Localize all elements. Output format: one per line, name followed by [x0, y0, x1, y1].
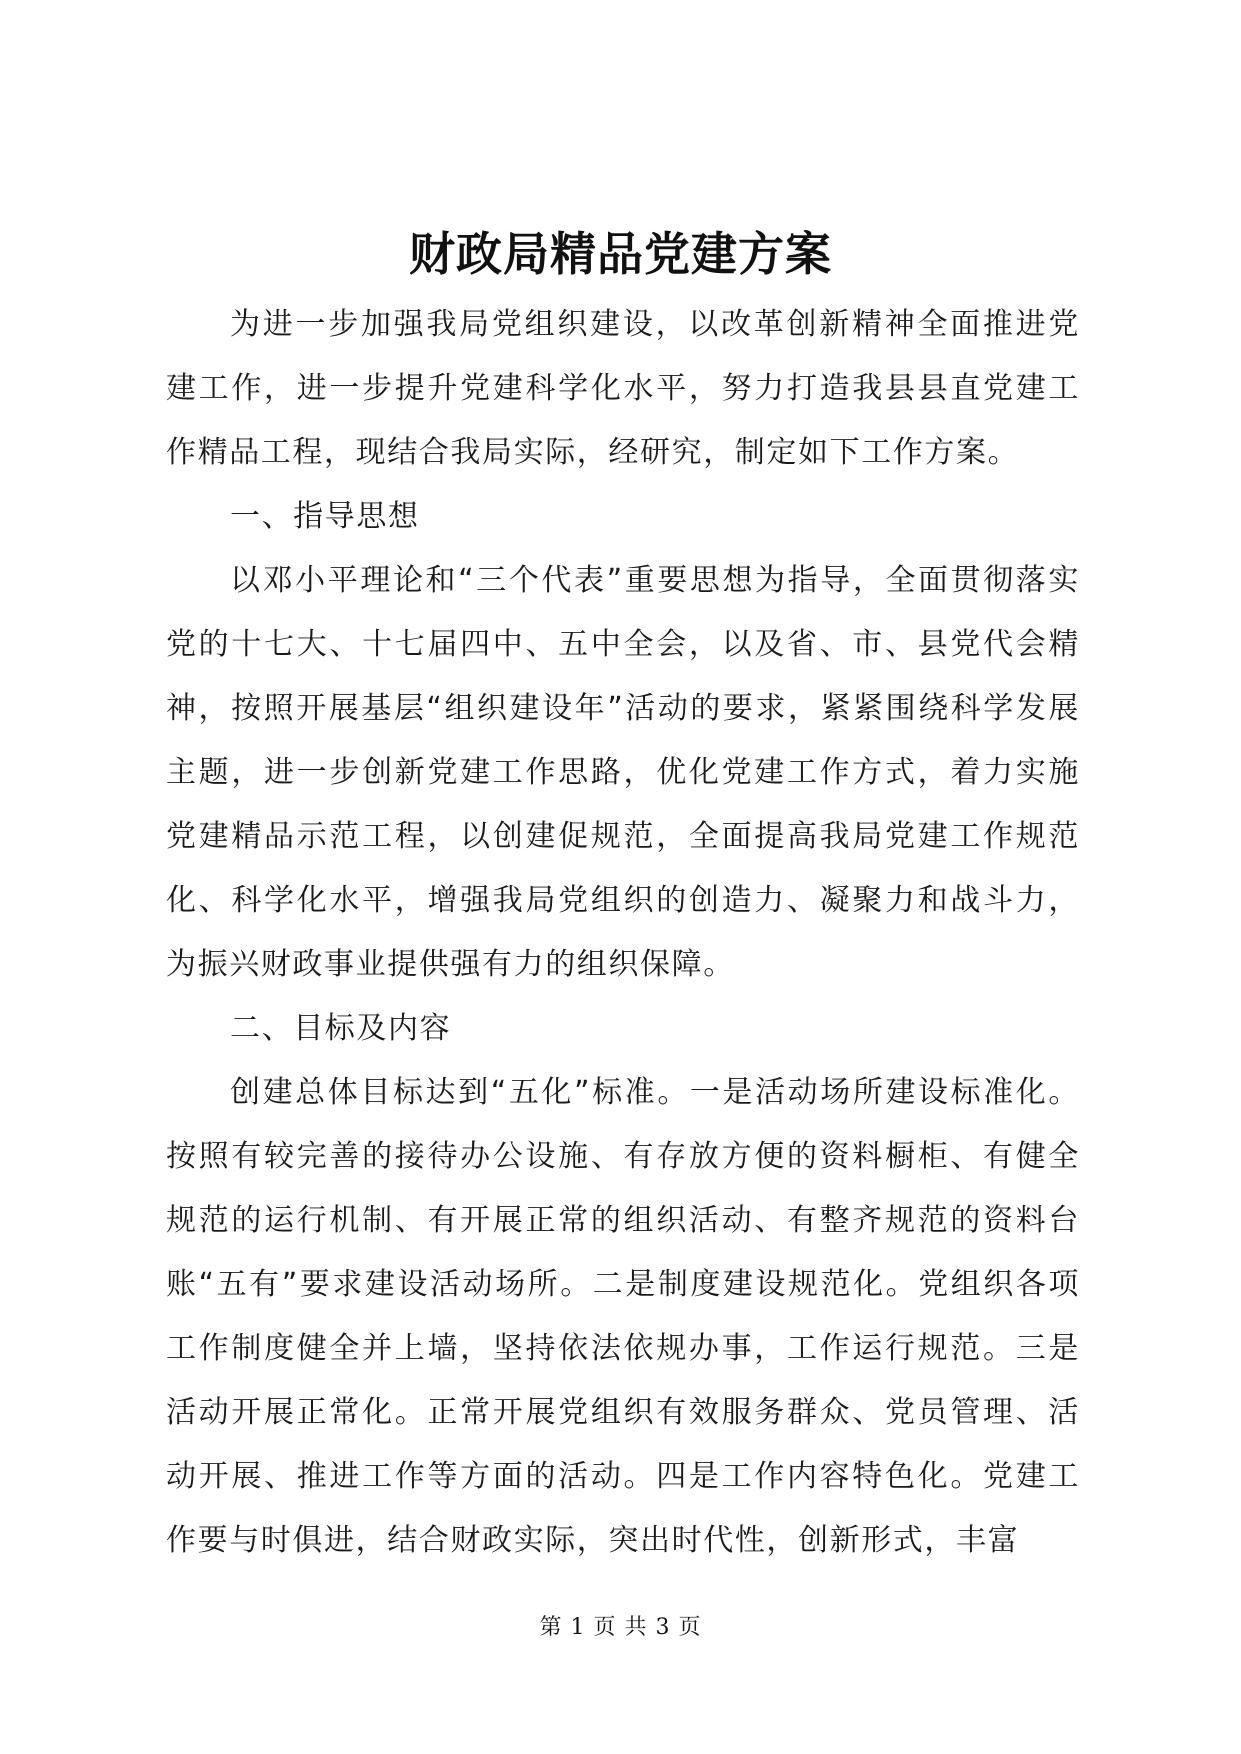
page-number-footer: 第 1 页 共 3 页: [539, 1615, 702, 1640]
goals-content-paragraph: 创建总体目标达到“五化”标准。一是活动场所建设标准化。按照有较完善的接待办公设施、有存放方便的资料橱柜、有健全规范的运行机制、有开展正常的组织活动、有整齐规范的资料台账“五有”要求建设活动场所。二是制度建设规范化。党组织各项工作制度健全并上墙，坚持依法依规办事，工作运行规范。三是活动开展正常化。正常开展党组织有效服务群众、党员管理、活动开展、推进工作等方面的活动。四是工作内容特色化。党建工作要与时俱进，结合财政实际，突出时代性，创新形式，丰富: [166, 1075, 1080, 1558]
document-title: 财政局精品党建方案: [409, 227, 832, 281]
document-body: [166, 293, 1080, 1573]
guiding-ideology-paragraph: 以邓小平理论和“三个代表”重要思想为指导，全面贯彻落实党的十七大、十七届四中、五中全会，以及省、市、县党代会精神，按照开展基层“组织建设年”活动的要求，紧紧围绕科学发展主题，进一步创新党建工作思路，优化党建工作方式，着力实施党建精品示范工程，以创建促规范，全面提高我局党建工作规范化、科学化水平，增强我局党组织的创造力、凝聚力和战斗力，为振兴财政事业提供强有力的组织保障。: [166, 563, 1080, 982]
section-heading-goals-content: 二、目标及内容: [230, 1011, 452, 1046]
intro-paragraph: 为进一步加强我局党组织建设，以改革创新精神全面推进党建工作，进一步提升党建科学化水平，努力打造我县县直党建工作精品工程，现结合我局实际，经研究，制定如下工作方案。: [166, 307, 1080, 470]
section-heading-guiding-ideology: 一、指导思想: [230, 499, 420, 534]
